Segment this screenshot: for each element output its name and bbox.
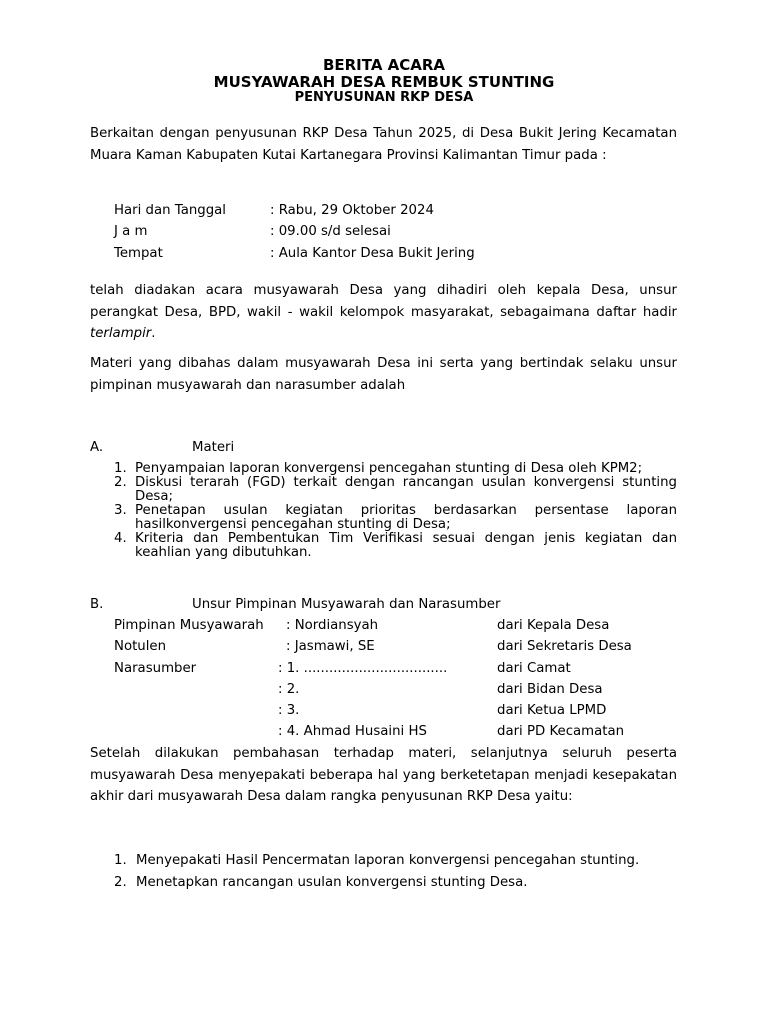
attendance-text: telah diadakan acara musyawarah Desa yang dihadiri oleh kepala Desa, unsur perangkat Desa, BPD, wakil - wakil kelompok masyarakat, sebagaimana daftar hadir [90,283,677,320]
role-origin: dari Sekretaris Desa [497,639,632,654]
document-subtitle: MUSYAWARAH DESA REMBUK STUNTING [213,73,555,91]
list-item-number: 2. [114,475,127,490]
list-item-text: Penyampaian laporan konvergensi pencegahan stunting di Desa oleh KPM2; [135,461,643,476]
list-item [114,850,677,872]
section-a-title: Materi [192,440,235,455]
role-origin: dari Ketua LPMD [497,703,607,718]
role-value: : Nordiansyah [286,618,379,633]
attendance-paragraph [90,280,677,345]
role-value: : 4. Ahmad Husaini HS [278,724,427,739]
list-item [114,872,677,894]
role-origin: dari Camat [497,661,571,676]
list-item-text: Penetapan usulan kegiatan prioritas berdasarkan persentase laporan hasilkonvergensi pencegahan stunting di Desa; [135,503,677,532]
list-item-text: Diskusi terarah (FGD) terkait dengan rancangan usulan konvergensi stunting Desa; [135,475,677,504]
section-b-letter: B. [90,597,104,612]
list-item-number: 2. [114,874,127,890]
attendance-emphasis: terlampir [90,326,152,341]
role-value: : Jasmawi, SE [286,639,375,654]
schedule-value-time: : 09.00 s/d selesai [270,224,391,239]
section-a-letter: A. [90,440,104,455]
agreement-list [114,850,677,893]
role-origin: dari Bidan Desa [497,682,603,697]
role-label: Notulen [114,639,167,654]
schedule-label-time: J a m [114,224,148,239]
role-origin: dari PD Kecamatan [497,724,625,739]
attendance-end: . [151,326,156,341]
list-item-number: 4. [114,531,127,546]
document-title: BERITA ACARA [322,56,446,74]
list-item-number: 3. [114,503,127,518]
list-item [114,476,677,504]
role-value: : 1. .................................. [278,661,448,676]
schedule-label-date: Hari dan Tanggal [114,203,226,218]
document-subtitle-2: PENYUSUNAN RKP DESA [294,90,474,105]
list-item [114,462,677,476]
list-item [114,504,677,532]
role-label: Narasumber [114,661,197,676]
schedule-label-place: Tempat [114,246,163,261]
conclusion-paragraph: Setelah dilakukan pembahasan terhadap materi, selanjutnya seluruh peserta musyawarah Desa menyepakati beberapa hal yang berketetapan menjadi kesepakatan akhir dari musyawarah Desa dalam rangka penyusunan RKP Desa yaitu: [90,746,677,804]
role-value: : 2. [278,682,300,697]
role-origin: dari Kepala Desa [497,618,610,633]
list-item-number: 1. [114,461,127,476]
list-item [114,532,677,560]
schedule-value-date: : Rabu, 29 Oktober 2024 [270,203,434,218]
list-item-text: Menyepakati Hasil Pencermatan laporan konvergensi pencegahan stunting. [136,853,640,868]
role-label: Pimpinan Musyawarah [114,618,264,633]
role-value: : 3. [278,703,300,718]
section-b-title: Unsur Pimpinan Musyawarah dan Narasumber [192,597,501,612]
list-item-text: Kriteria dan Pembentukan Tim Verifikasi sesuai dengan jenis kegiatan dan keahlian yang dibutuhkan. [135,531,677,560]
schedule-value-place: : Aula Kantor Desa Bukit Jering [270,246,475,261]
list-item-number: 1. [114,853,127,868]
list-item-text: Menetapkan rancangan usulan konvergensi stunting Desa. [136,874,528,890]
materi-intro-paragraph: Materi yang dibahas dalam musyawarah Desa ini serta yang bertindak selaku unsur pimpinan musyawarah dan narasumber adalah [90,356,677,393]
intro-paragraph: Berkaitan dengan penyusunan RKP Desa Tahun 2025, di Desa Bukit Jering Kecamatan Muara Kaman Kabupaten Kutai Kartanegara Provinsi Kalimantan Timur pada : [90,126,677,163]
materi-list [114,462,677,560]
